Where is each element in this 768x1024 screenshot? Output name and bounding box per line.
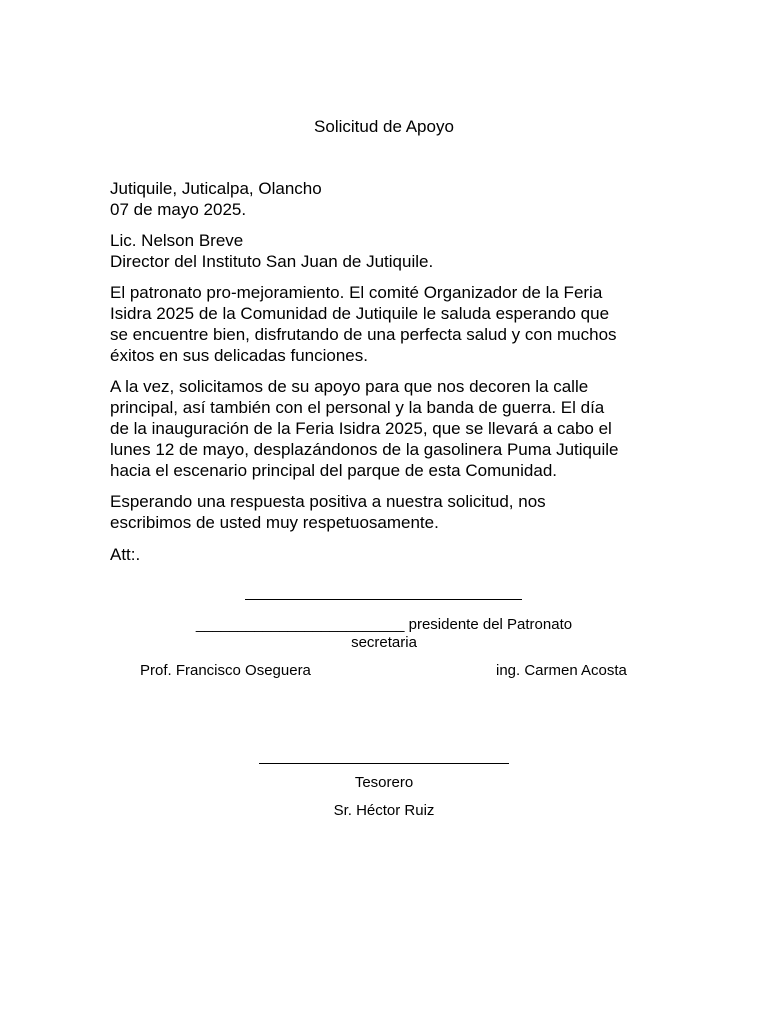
signature-role-treasurer: Tesorero <box>354 774 414 791</box>
signatory-name-right: ing. Carmen Acosta <box>496 662 627 679</box>
paragraph-line: se encuentre bien, disfrutando de una perfecta salud y con muchos <box>110 325 617 344</box>
signatory-name-treasurer: Sr. Héctor Ruiz <box>333 802 435 819</box>
paragraph-line: principal, así también con el personal y la banda de guerra. El día <box>110 398 605 417</box>
signatory-name-left: Prof. Francisco Oseguera <box>140 662 311 679</box>
paragraph-line: El patronato pro-mejoramiento. El comité Organizador de la Feria <box>110 283 603 302</box>
paragraph-line: Isidra 2025 de la Comunidad de Jutiquile le saluda esperando que <box>110 304 610 323</box>
paragraph-closing <box>110 491 655 533</box>
paragraph-request <box>110 376 655 481</box>
paragraph-line: de la inauguración de la Feria Isidra 2025, que se llevará a cabo el <box>110 419 612 438</box>
recipient-block <box>110 230 655 272</box>
signature-line-president <box>245 598 522 600</box>
closing-att: Att:. <box>110 545 141 564</box>
paragraph-line: éxitos en sus delicadas funciones. <box>110 346 368 365</box>
recipient-title: Director del Instituto San Juan de Jutiquile. <box>110 252 434 271</box>
signature-role-secretary: secretaria <box>351 634 417 651</box>
paragraph-greeting <box>110 282 655 366</box>
document-title: Solicitud de Apoyo <box>314 117 454 136</box>
place-line: Jutiquile, Juticalpa, Olancho <box>110 179 322 198</box>
recipient-name: Lic. Nelson Breve <box>110 231 244 250</box>
paragraph-line: escribimos de usted muy respetuosamente. <box>110 513 439 532</box>
paragraph-line: lunes 12 de mayo, desplazándonos de la gasolinera Puma Jutiquile <box>110 440 619 459</box>
paragraph-line: Esperando una respuesta positiva a nuestra solicitud, nos <box>110 492 546 511</box>
paragraph-line: A la vez, solicitamos de su apoyo para que nos decoren la calle <box>110 377 589 396</box>
date-line: 07 de mayo 2025. <box>110 200 247 219</box>
place-date <box>110 178 655 220</box>
paragraph-line: hacia el escenario principal del parque de esta Comunidad. <box>110 461 558 480</box>
signature-line-treasurer <box>259 762 509 764</box>
signature-line-president-role: _________________________ presidente del Patronato <box>195 616 573 633</box>
